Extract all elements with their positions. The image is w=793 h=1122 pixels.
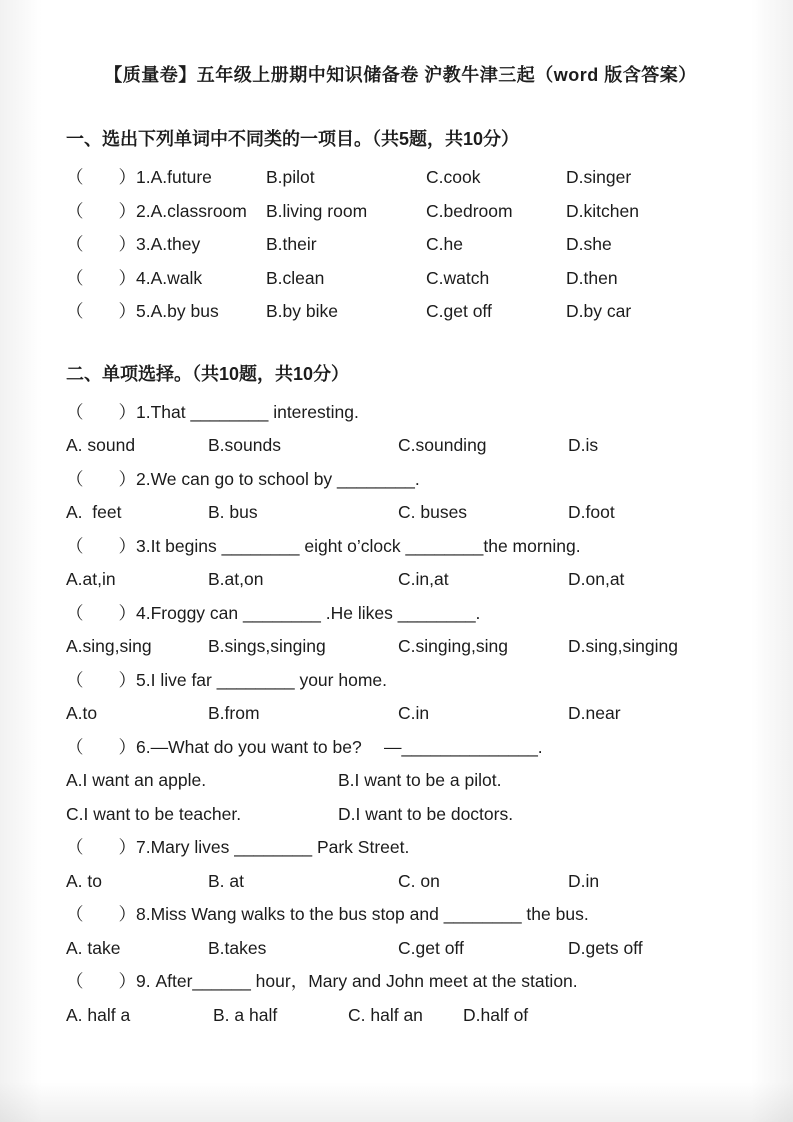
question-text: （ ）5.I live far ________ your home. <box>66 669 387 690</box>
option-b: B.sings,singing <box>208 636 326 656</box>
question-row <box>66 228 735 262</box>
option-d: D.is <box>568 435 599 455</box>
option-b: B. at <box>208 870 244 891</box>
option-b: B.pilot <box>266 167 315 187</box>
question-text: （ ）4.Froggy can ________ .He likes ________. <box>66 602 481 623</box>
question-text: （ ）8.Miss Wang walks to the bus stop and ________ the bus. <box>66 904 589 924</box>
option-d: D.she <box>566 234 612 254</box>
question-text: （ ）7.Mary lives ________ Park Street. <box>66 837 410 857</box>
options-row <box>66 764 735 798</box>
option-a: A. half a <box>66 1004 131 1025</box>
option-a: A. to <box>66 870 102 891</box>
question-row <box>66 161 735 195</box>
option-a: A.I want an apple. <box>66 770 207 790</box>
question-row <box>66 262 735 296</box>
question-text: （ ）1.That ________ interesting. <box>66 401 359 422</box>
options-row <box>66 496 735 530</box>
option-d: D.kitchen <box>566 200 639 221</box>
question-row <box>66 195 735 229</box>
section1-heading: 一、选出下列单词中不同类的一项目。（共5题，共10分） <box>66 129 520 149</box>
option-b: B.from <box>208 703 260 723</box>
question-text: （ ）2.We can go to school by ________. <box>66 468 420 489</box>
option-b: B.clean <box>266 267 325 288</box>
options-row <box>66 697 735 731</box>
options-row <box>66 999 735 1033</box>
options-row <box>66 563 735 597</box>
option-d: D.gets off <box>568 937 643 958</box>
option-a: A.sing,sing <box>66 636 152 656</box>
question-stem: （ ）3.A.they <box>66 234 201 254</box>
option-d: D.then <box>566 267 618 288</box>
option-a: A. sound <box>66 435 136 455</box>
option-d: D.half of <box>463 1004 529 1025</box>
option-c: C. on <box>398 870 440 891</box>
option-d: D.I want to be doctors. <box>338 803 514 824</box>
option-d: D.foot <box>568 502 615 522</box>
options-row <box>66 865 735 899</box>
option-b: B.takes <box>208 937 267 958</box>
option-d: D.in <box>568 870 600 891</box>
option-d: D.on,at <box>568 569 625 589</box>
option-c: C.bedroom <box>426 200 513 221</box>
option-a: A. feet <box>66 502 122 522</box>
option-c: C.singing,sing <box>398 636 508 656</box>
document-title: 【质量卷】五年级上册期中知识储备卷 沪教牛津三起（word 版含答案） <box>104 65 697 85</box>
question-stem: （ ）2.A.classroom <box>66 200 247 221</box>
option-c: C.sounding <box>398 435 487 455</box>
option-c: C.I want to be teacher. <box>66 803 242 824</box>
question-row <box>66 295 735 329</box>
options-row <box>66 630 735 664</box>
option-b: B.their <box>266 234 317 254</box>
option-a: A.at,in <box>66 569 116 589</box>
option-c: C.in <box>398 703 430 723</box>
option-c: C. buses <box>398 502 468 522</box>
options-row <box>66 798 735 832</box>
option-c: C.cook <box>426 167 481 187</box>
option-c: C.get off <box>426 301 492 321</box>
page-shadow-right <box>751 0 793 1122</box>
question-stem: （ ）1.A.future <box>66 167 212 187</box>
option-c: C.in,at <box>398 569 449 589</box>
option-b: B. a half <box>213 1004 278 1025</box>
question-text: （ ）6.—What do you want to be? —______________. <box>66 736 543 757</box>
option-c: C.watch <box>426 267 490 288</box>
option-a: A.to <box>66 703 98 723</box>
option-b: B.at,on <box>208 569 264 589</box>
option-c: C. half an <box>348 1004 423 1025</box>
option-c: C.he <box>426 234 463 254</box>
option-b: B.living room <box>266 200 368 221</box>
option-d: D.singer <box>566 167 632 187</box>
option-a: A. take <box>66 937 121 958</box>
question-stem: （ ）4.A.walk <box>66 267 203 288</box>
option-d: D.sing,singing <box>568 636 678 656</box>
option-d: D.near <box>568 703 621 723</box>
section-odd-one-out <box>66 124 735 329</box>
option-b: B.by bike <box>266 301 338 321</box>
question-text: （ ）3.It begins ________ eight o’clock ________the morning. <box>66 535 581 556</box>
option-b: B. bus <box>208 502 258 522</box>
option-b: B.sounds <box>208 435 281 455</box>
section-multiple-choice <box>66 359 735 1033</box>
page-shadow-left <box>0 0 42 1122</box>
options-row <box>66 932 735 966</box>
option-d: D.by car <box>566 301 632 321</box>
option-c: C.get off <box>398 937 464 958</box>
question-text: （ ）9. After______ hour，Mary and John meet at the station. <box>66 971 578 991</box>
options-row <box>66 429 735 463</box>
option-b: B.I want to be a pilot. <box>338 770 502 790</box>
section2-heading: 二、单项选择。（共10题，共10分） <box>66 363 350 384</box>
page-shadow-bottom <box>0 1082 793 1122</box>
question-stem: （ ）5.A.by bus <box>66 301 219 321</box>
